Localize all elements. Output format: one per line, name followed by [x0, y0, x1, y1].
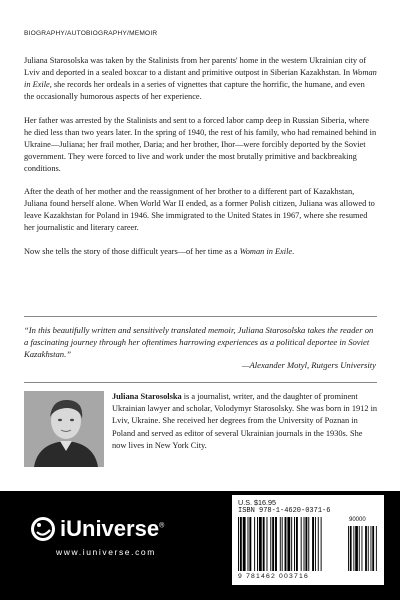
barcode-addon-bar — [348, 526, 349, 571]
barcode-bar — [270, 517, 271, 571]
barcode-bar — [315, 517, 316, 571]
barcode-bar — [318, 517, 319, 571]
barcode-bar — [308, 517, 309, 571]
barcode-bar — [287, 517, 290, 571]
barcode-addon-bar — [368, 526, 369, 571]
barcode-bar — [238, 517, 239, 571]
barcode-bar — [291, 517, 292, 571]
ean-digits: 9 781462 003716 — [238, 573, 309, 580]
genre-label: BIOGRAPHY/AUTOBIOGRAPHY/MEMOIR — [24, 30, 158, 37]
barcode-bar — [312, 517, 314, 571]
author-photo — [24, 391, 104, 467]
barcode-bar — [296, 517, 298, 571]
barcode-bar — [272, 517, 274, 571]
barcode-bar — [254, 517, 255, 571]
author-name: Juliana Starosolska — [112, 392, 182, 401]
barcode-addon-bar — [376, 526, 377, 571]
barcode-bar — [257, 517, 258, 571]
blurb-paragraph-3: After the death of her mother and the reassignment of her brother to a different part of Kazakhstan, Juliana found herself alone. When World War II ended, as a former Polish citizen, Juliana was allowed to leave Kazakhstan for Poland in 1946. She immigrated to the United States in 1967, where she resumed her journalistic and literary career. — [24, 187, 375, 232]
barcode-area — [232, 495, 384, 585]
author-portrait-icon — [24, 391, 104, 467]
author-bio: Juliana Starosolska is a journalist, writer, and the daughter of prominent Ukrainian lawyer and scholar, Volodymyr Starosolsky. She was born in 1912 in Lviv, Ukraine. She received her degrees from the University of Poznan in Poland and served as editor of several Ukrainian journals in the 1930s. She now lives in New York City. — [112, 392, 378, 450]
divider — [24, 382, 377, 383]
barcode-addon-bar — [372, 526, 374, 571]
review-attribution: —Alexander Motyl, Rutgers University — [241, 360, 376, 370]
barcode-addon-bar — [350, 526, 352, 571]
barcode-bar — [305, 517, 307, 571]
barcode-bar — [259, 517, 262, 571]
barcode — [238, 517, 380, 573]
barcode-bar — [282, 517, 283, 571]
barcode-addon-bar — [353, 526, 354, 571]
barcode-addon-bar — [362, 526, 363, 571]
book-title: Woman in Exile — [239, 246, 293, 256]
barcode-bar — [304, 517, 305, 571]
barcode-bar — [280, 517, 281, 571]
review-quote: “In this beautifully written and sensitively translated memoir, Juliana Starosolska takes the reader on a fascinating journey through her oftentimes harrowing experiences as a political deportee in Soviet Kazakhstan.” — [24, 325, 374, 359]
book-title: Woman in Exile — [24, 68, 377, 89]
barcode-bar — [321, 517, 322, 571]
blurb-paragraph-4: Now she tells the story of those difficult years—of her time as a Woman in Exile. — [24, 246, 295, 256]
barcode-bar — [243, 517, 246, 571]
barcode-bar — [267, 517, 268, 571]
publisher-url: www.iuniverse.com — [56, 547, 156, 557]
barcode-bar — [294, 517, 295, 571]
barcode-addon-bar — [359, 526, 360, 571]
isbn-label: ISBN 978-1-4620-0371-6 — [238, 507, 331, 515]
publisher-logo — [30, 516, 164, 542]
barcode-bar — [248, 517, 249, 571]
barcode-bar — [240, 517, 242, 571]
barcode-addon-bar — [355, 526, 358, 571]
barcode-bar — [275, 517, 277, 571]
divider — [24, 316, 377, 317]
blurb-paragraph-1: Juliana Starosolska was taken by the Stalinists from her parents' home in the western Ukrainian city of Lviv and deported in a sealed boxcar to a distant and primitive outpost in Siberian Kazakhstan. In Woman in Exile, she records her ordeals in a series of vignettes that capture the horrific, the humane, and even the occasionally humorous aspects of her experience. — [24, 56, 377, 101]
blurb-paragraph-2: Her father was arrested by the Stalinists and sent to a forced labor camp deep in Russian Siberia, where he died less than two years later. In the spring of 1940, the rest of his family, who had remained behind in Ukraine—Juliana; her frail mother, Daria; and her brother, Ihor—were forcibly deported by the Soviet government. They were forced to live and work under the most brutally primitive and backbreaking conditions. — [24, 115, 377, 173]
iuniverse-logo-icon — [30, 516, 56, 542]
barcode-bar — [263, 517, 265, 571]
barcode-bar — [249, 517, 251, 571]
barcode-addon-bar — [371, 526, 372, 571]
price-label: U.S. $16.95 — [238, 498, 276, 507]
barcode-bar — [285, 517, 287, 571]
price-addon-number: 90000 — [349, 517, 366, 523]
publisher-name: iUniverse® — [60, 516, 165, 541]
barcode-addon-bar — [365, 526, 367, 571]
barcode-bar — [301, 517, 302, 571]
blurb — [24, 55, 377, 258]
